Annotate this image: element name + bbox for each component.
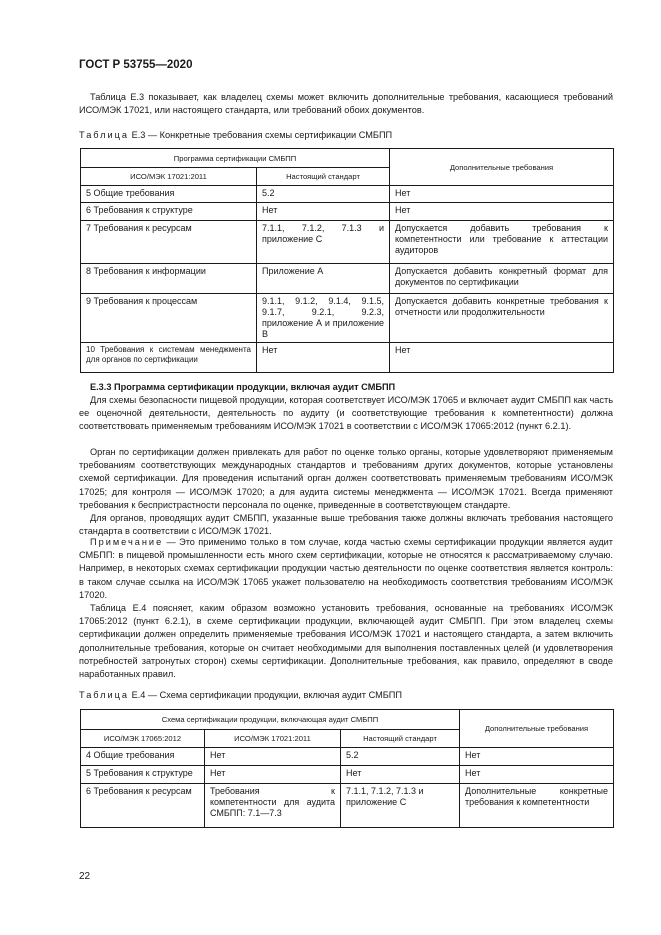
table-cell: 9.1.1, 9.1.2, 9.1.4, 9.1.5, 9.1.7, 9.2.1, 9.2.3, приложение А и приложение В (257, 294, 390, 343)
table-cell: Нет (341, 766, 460, 784)
table-e4-col3-header: Настоящий стандарт (341, 730, 460, 748)
table-cell: Нет (257, 343, 390, 373)
table-row (81, 748, 614, 766)
table-cell: Нет (460, 766, 614, 784)
section-paragraph-4: Таблица Е.4 поясняет, каким образом возможно установить требования, основанные на требованиях ИСО/МЭК 17065:2012 (пункт 6.2.1), в схеме сертификации продукции, включающей аудит СМБПП. При этом владелец схемы сертификации должен определить применяемые требования ИСО/МЭК 17021 и настоящего стандарта, а затем включить дополнительные требования, которые он считает необходимыми для выполнения поставленных целей (и удовлетворения потребностей затронутых сторон) схемы сертификации. Дополнительные требования, как правило, определяют в своде наработанных правил. (79, 603, 613, 680)
table-cell: 7.1.1, 7.1.2, 7.1.3 и приложение С (257, 221, 390, 264)
table-cell: Требования к компетентности для аудита СМБПП: 7.1—7.3 (205, 784, 341, 828)
note-label: Примечание (90, 537, 164, 547)
table-cell: Дополнительные конкретные требования к компетентности (460, 784, 614, 828)
section-heading: Е.3.3 Программа сертификации продукции, включая аудит СМБПП (90, 382, 396, 392)
table-row (81, 343, 614, 373)
table-row (81, 186, 614, 203)
table-cell: 10 Требования к системам менеджмента для органов по сертификации (81, 343, 257, 373)
table-row (81, 221, 614, 264)
table-e3-col2-header: Настоящий стандарт (257, 168, 390, 186)
table-e3-caption (79, 129, 392, 141)
table-e4-col1-header: ИСО/МЭК 17065:2012 (81, 730, 205, 748)
note-paragraph (79, 536, 613, 602)
table-cell: Нет (390, 343, 614, 373)
table-row (81, 203, 614, 221)
page-number: 22 (79, 871, 91, 882)
table-cell: 7 Требования к ресурсам (81, 221, 257, 264)
table-e4-caption-text: Е.4 — Схема сертификации продукции, включая аудит СМБПП (131, 690, 402, 700)
table-cell: Допускается добавить требования к компетентности или требование к аттестации аудиторов (390, 221, 614, 264)
table-cell: 7.1.1, 7.1.2, 7.1.3 и приложение С (341, 784, 460, 828)
table-cell: Нет (390, 186, 614, 203)
table-cell: 5 Требования к структуре (81, 766, 205, 784)
table-cell: Нет (460, 748, 614, 766)
table-e3-col1-header: ИСО/МЭК 17021:2011 (81, 168, 257, 186)
table-row (81, 766, 614, 784)
table-cell: 9 Требования к процессам (81, 294, 257, 343)
table-cell: 8 Требования к информации (81, 264, 257, 294)
table-row (81, 264, 614, 294)
table-row (81, 294, 614, 343)
table-e3 (80, 148, 614, 373)
table-cell: Допускается добавить конкретный формат для документов по сертификации (390, 264, 614, 294)
table-e3-col3-header: Дополнительные требования (390, 149, 614, 186)
table-cell: 4 Общие требования (81, 748, 205, 766)
table-cell: Нет (390, 203, 614, 221)
table-cell: Приложение А (257, 264, 390, 294)
table-cell: 5 Общие требования (81, 186, 257, 203)
table-cell: Нет (205, 766, 341, 784)
table-cell: 5.2 (257, 186, 390, 203)
section-paragraph-2: Орган по сертификации должен привлекать для работ по оценке только органы, которые удовлетворяют применяемым требованиям соответствующих международных стандартов и требованиям других документов, которые установлены схемой сертификации. Для проведения испытаний орган должен соответствовать применяемым требованиям ИСО/МЭК 17025; для контроля — ИСО/МЭК 17020; а для аудита системы менеджмента — ИСО/МЭК 17021. Всегда применяют требования к беспристрастности персонала по оценке, приведенные в соответствующем стандарте. (79, 447, 613, 510)
table-e4 (80, 709, 614, 828)
table-e4-col2-header: ИСО/МЭК 17021:2011 (205, 730, 341, 748)
section-paragraph-1: Для схемы безопасности пищевой продукции, которая соответствует ИСО/МЭК 17065 и включает аудит СМБПП как часть ее оценочной деятельности, деятельность по аудиту (и соответствующие требования к компетентности) должна соответствовать применяемым требованиям ИСО/МЭК 17021 в соответствии с ИСО/МЭК 17065:2012 (пункт 6.2.1). (79, 395, 613, 432)
document-header: ГОСТ Р 53755—2020 (79, 59, 193, 71)
table-row (81, 784, 614, 828)
table-cell: 6 Требования к ресурсам (81, 784, 205, 828)
table-cell: 6 Требования к структуре (81, 203, 257, 221)
table-e4-caption (79, 689, 402, 701)
table-e4-group-header: Схема сертификации продукции, включающая аудит СМБПП (81, 710, 460, 730)
section-paragraph-3: Для органов, проводящих аудит СМБПП, указанные выше требования также должны включать требования настоящего стандарта в соответствии с ИСО/МЭК 17021. (79, 513, 613, 537)
table-cell: Нет (257, 203, 390, 221)
table-e4-col4-header: Дополнительные требования (460, 710, 614, 748)
table-cell: 5.2 (341, 748, 460, 766)
table-e3-group-header: Программа сертификации СМБПП (81, 149, 390, 168)
note-text: — Это применимо только в том случае, когда частью схемы сертификации продукции является аудит СМБПП: в пищевой промышленности есть много схем сертификации, которые не относятся к рассматриваемому случаю. Например, в некоторых схемах сертификации продукции частью деятельности по оценке соответствия является контроль: в таком случае ссылка на ИСО/МЭК 17065 укажет пользователю на необходимость соответствия требованиям ИСО/МЭК 17020. (79, 537, 613, 600)
intro-paragraph: Таблица Е.3 показывает, как владелец схемы может включить дополнительные требования, касающиеся требований ИСО/МЭК 17021, или настоящего стандарта, или требований обоих документов. (79, 92, 613, 116)
table-e4-caption-label: Таблица (79, 690, 130, 700)
table-e3-caption-label: Таблица (79, 130, 130, 140)
table-cell: Нет (205, 748, 341, 766)
table-e3-caption-text: Е.3 — Конкретные требования схемы сертификации СМБПП (131, 130, 393, 140)
table-cell: Допускается добавить конкретные требования к отчетности или продолжительности (390, 294, 614, 343)
